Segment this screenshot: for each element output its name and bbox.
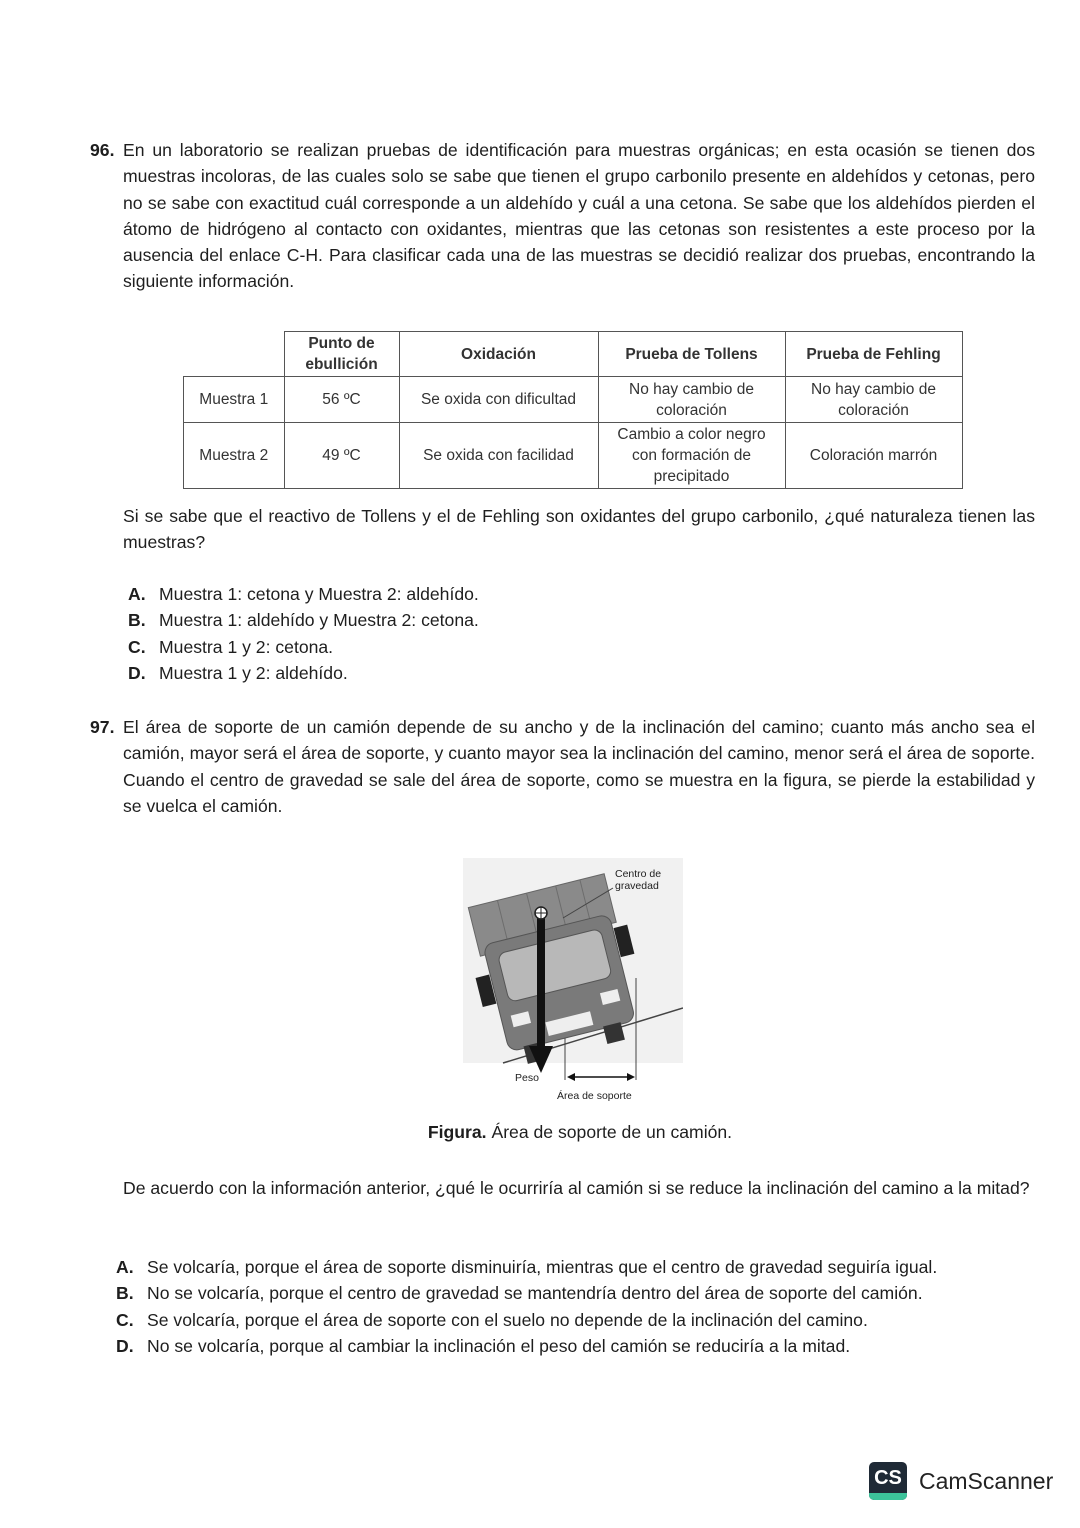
table-row: Muestra 1 56 ºC Se oxida con dificultad No hay cambio de coloración No hay cambio de coloración <box>184 377 963 423</box>
tilted-truck-illustration <box>463 858 683 1108</box>
question-96-options <box>128 581 628 686</box>
truck-figure <box>463 858 683 1108</box>
header-tollens: Prueba de Tollens <box>598 332 785 377</box>
results-table <box>183 331 963 489</box>
header-fehling: Prueba de Fehling <box>785 332 962 377</box>
option-c[interactable]: C. Muestra 1 y 2: cetona. <box>128 636 334 657</box>
camscanner-name: CamScanner <box>919 1467 1054 1494</box>
option-b[interactable]: B. Muestra 1: aldehído y Muestra 2: cetona. <box>128 610 479 631</box>
center-of-gravity-label: Centro de gravedad <box>615 868 662 892</box>
question-97-options <box>116 1254 1035 1359</box>
camscanner-watermark <box>869 1462 1053 1500</box>
table-header-row <box>184 332 963 377</box>
table-row: Muestra 2 49 ºC Se oxida con facilidad Cambio a color negro con formación de precipitado Coloración marrón <box>184 423 963 489</box>
camscanner-logo-icon: CS <box>869 1462 907 1500</box>
option-c[interactable]: C. Se volcaría, porque el área de soporte con el suelo no depende de la inclinación del camino. <box>116 1309 868 1330</box>
question-97 <box>90 714 1035 819</box>
option-a[interactable]: A. Muestra 1: cetona y Muestra 2: aldehído. <box>128 584 479 604</box>
question-stem: En un laboratorio se realizan pruebas de identificación para muestras orgánicas; en esta ocasión se tienen dos muestras incoloras, de las cuales solo se sabe que tienen el grupo carbonilo presente en aldehídos y cetonas, pero no se sabe con exactitud cuál corresponde a un aldehído y cuál a una cetona. Se sabe que los aldehídos pierden el átomo de hidrógeno al contacto con oxidantes, mientras que las cetonas son resistentes a este proceso por la ausencia del enlace C-H. Para clasificar cada una de las muestras se decidió realizar dos pruebas, encontrando la siguiente información. <box>123 140 1035 292</box>
option-a[interactable]: A. Se volcaría, porque el área de soporte disminuiría, mientras que el centro de gravedad seguiría igual. <box>116 1257 938 1277</box>
question-97-prompt: De acuerdo con la información anterior, ¿qué le ocurriría al camión si se reduce la inclinación del camino a la mitad? <box>123 1178 1030 1198</box>
question-number: 96. <box>90 140 115 160</box>
question-96 <box>90 137 1035 295</box>
option-d[interactable]: D. No se volcaría, porque al cambiar la inclinación el peso del camión se reduciría a la mitad. <box>116 1335 851 1356</box>
header-boiling-point: Punto de ebullición <box>284 332 399 377</box>
question-stem: El área de soporte de un camión depende de su ancho y de la inclinación del camino; cuanto más ancho sea el camión, mayor será el área de soporte, y cuanto mayor sea la inclinación del camino, menor será el área de soporte. Cuando el centro de gravedad se sale del área de soporte, como se muestra en la figura, se pierde la estabilidad y se vuelca el camión. <box>123 717 1035 816</box>
support-area-label: Área de soporte <box>557 1090 632 1102</box>
figure-caption: Figura. Área de soporte de un camión. <box>427 1122 733 1142</box>
option-d[interactable]: D. Muestra 1 y 2: aldehído. <box>128 662 348 683</box>
header-oxidation: Oxidación <box>399 332 598 377</box>
weight-label: Peso <box>515 1072 539 1084</box>
option-b[interactable]: B. No se volcaría, porque el centro de gravedad se mantendría dentro del área de soporte del camión. <box>116 1283 923 1304</box>
question-96-prompt: Si se sabe que el reactivo de Tollens y el de Fehling son oxidantes del grupo carbonilo, ¿qué naturaleza tienen las muestras? <box>123 506 1035 553</box>
question-number: 97. <box>90 717 115 737</box>
